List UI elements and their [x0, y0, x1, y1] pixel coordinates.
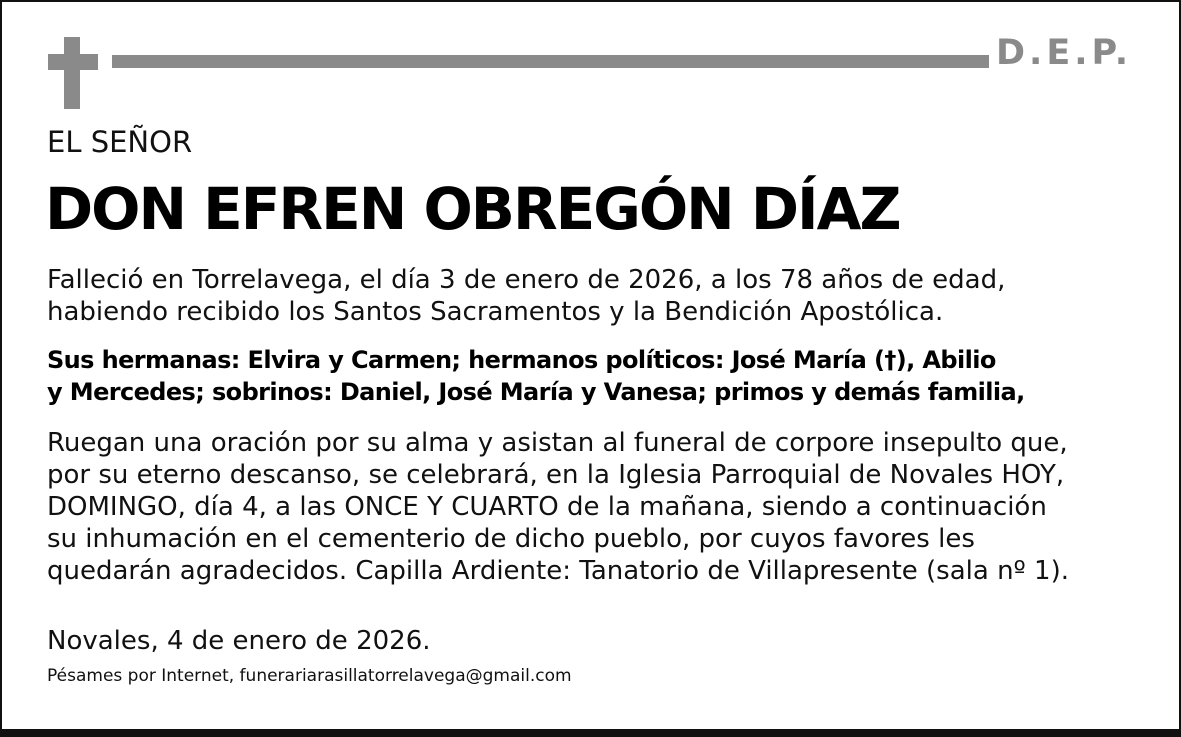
- condolences-footer: Pésames por Internet, funerariarasillatorrelavega@gmail.com: [47, 666, 572, 686]
- deceased-name: DON EFREN OBREGÓN DÍAZ: [45, 175, 900, 243]
- cross-horizontal-bar: [48, 54, 98, 70]
- funeral-paragraph: [47, 427, 1069, 587]
- cross-vertical-bar: [64, 37, 80, 109]
- text-line: Sus hermanas: Elvira y Carmen; hermanos políticos: José María (†), Abilio: [47, 346, 996, 374]
- text-line: por su eterno descanso, se celebrará, en la Iglesia Parroquial de Novales HOY,: [47, 460, 1065, 490]
- text-line: quedarán agradecidos. Capilla Ardiente: Tanatorio de Villapresente (sala nº 1).: [47, 556, 1070, 586]
- family-paragraph: [47, 344, 1025, 408]
- text-line: DOMINGO, día 4, a las ONCE Y CUARTO de la mañana, siendo a continuación: [47, 492, 1047, 522]
- date-line: Novales, 4 de enero de 2026.: [47, 626, 431, 656]
- text-line: su inhumación en el cementerio de dicho pueblo, por cuyos favores les: [47, 524, 975, 554]
- text-line: Falleció en Torrelavega, el día 3 de enero de 2026, a los 78 años de edad,: [47, 265, 1006, 295]
- header-rule: [112, 55, 989, 68]
- text-line: Ruegan una oración por su alma y asistan al funeral de corpore insepulto que,: [47, 428, 1068, 458]
- text-line: habiendo recibido los Santos Sacramentos y la Bendición Apostólica.: [47, 297, 944, 327]
- notice-title: EL SEÑOR: [47, 125, 193, 159]
- death-paragraph: [47, 264, 1005, 328]
- dep-label: D.E.P.: [996, 33, 1133, 73]
- text-line: y Mercedes; sobrinos: Daniel, José María y Vanesa; primos y demás familia,: [47, 378, 1025, 406]
